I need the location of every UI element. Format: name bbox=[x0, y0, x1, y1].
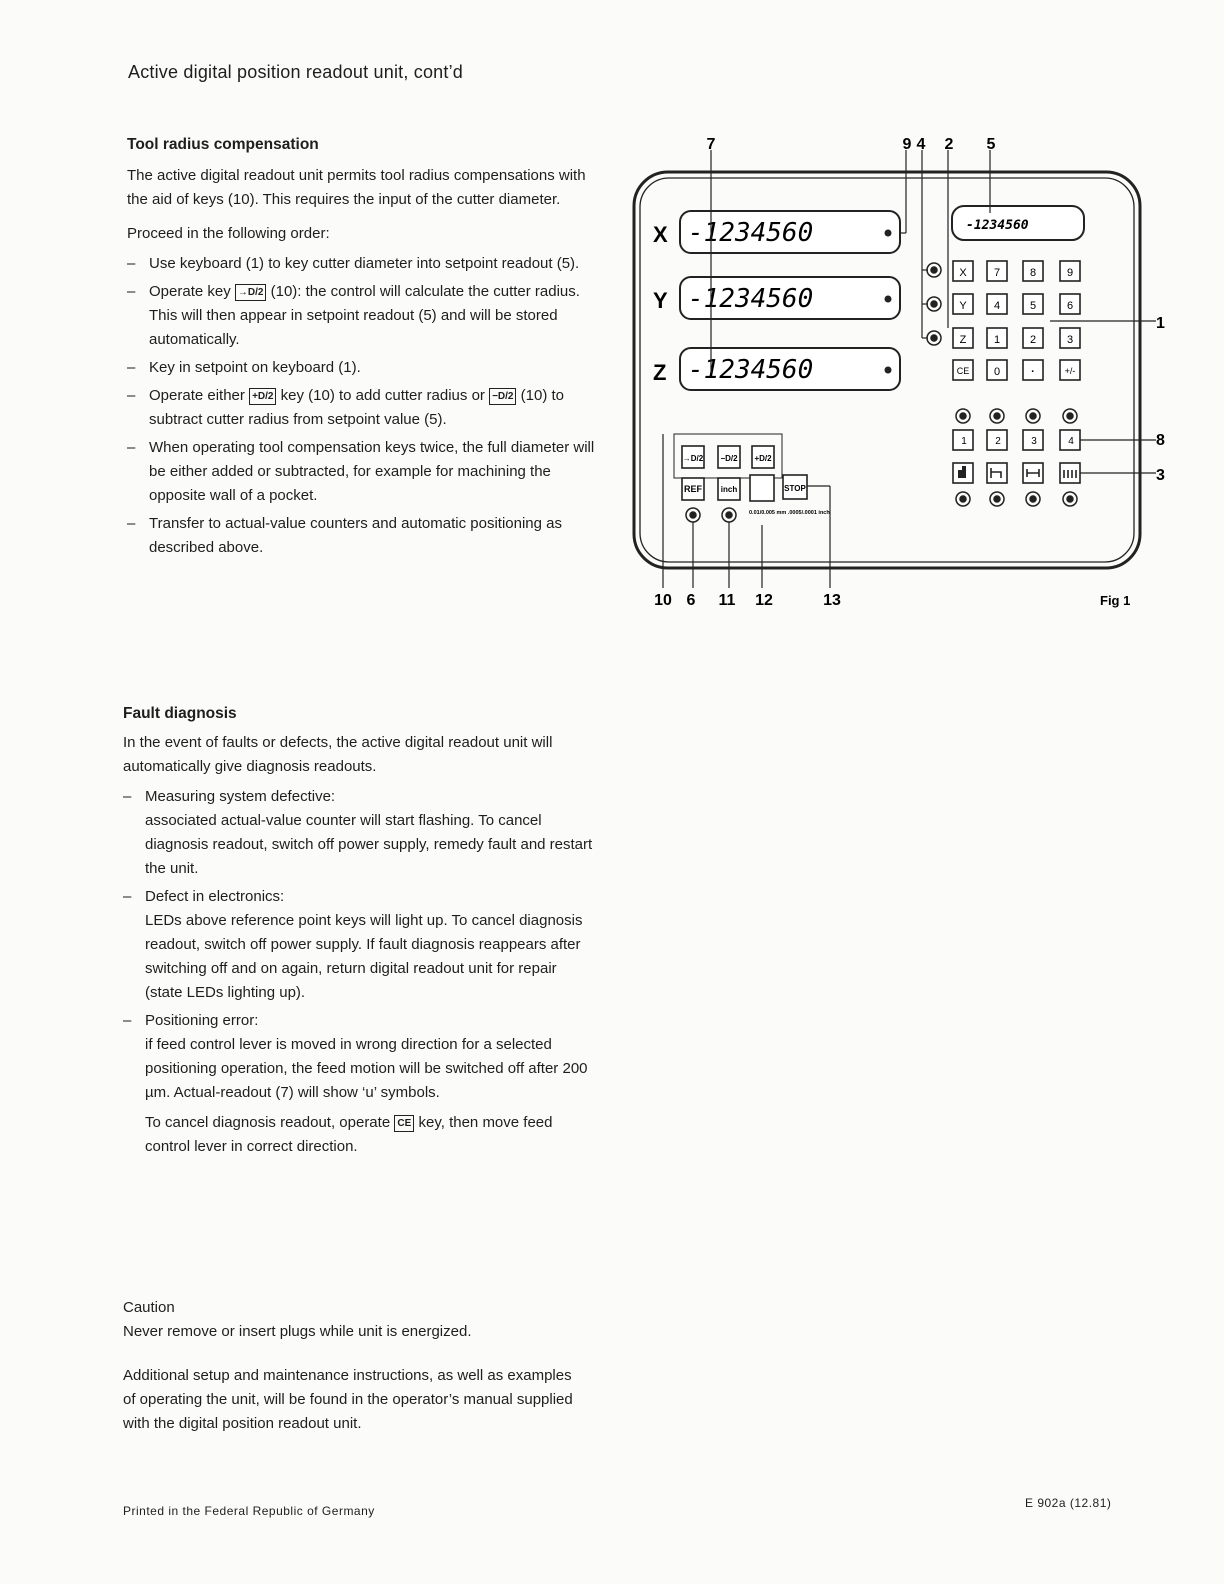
svg-text:+D/2: +D/2 bbox=[754, 454, 772, 463]
svg-text:8: 8 bbox=[1029, 267, 1037, 279]
step-4: – Operate either +D/2 key (10) to add cutter radius or −D/2 (10) to subtract cutter radius from setpoint value (5). bbox=[127, 384, 597, 432]
ref-key-3 bbox=[1023, 430, 1043, 450]
key-6 bbox=[1060, 294, 1080, 314]
key-x bbox=[953, 261, 973, 281]
svg-text:11: 11 bbox=[718, 592, 736, 609]
setpoint-readout: -1234560 bbox=[966, 218, 1029, 233]
footer-printed: Printed in the Federal Republic of Germany bbox=[123, 1504, 375, 1518]
fkey-leds-top bbox=[956, 409, 1077, 423]
svg-text:2: 2 bbox=[1029, 334, 1037, 346]
ce-key-icon: CE bbox=[394, 1115, 414, 1132]
svg-text:REF: REF bbox=[684, 484, 702, 494]
svg-text:4: 4 bbox=[1068, 436, 1074, 447]
ref-key-4 bbox=[1060, 430, 1080, 450]
inch-key bbox=[718, 478, 740, 500]
fault-item-1: – Measuring system defective: associated actual-value counter will start flashing. To cancel diagnosis readout, switch off power supply, remedy fault and restart the unit. bbox=[123, 785, 593, 881]
svg-text:3: 3 bbox=[1031, 436, 1037, 447]
fault-item-2: – Defect in electronics: LEDs above reference point keys will light up. To cancel diagnosis readout, switch off power supply. If fault diagnosis reappears after switching off and on again, return digital readout unit for repair (state LEDs lighting up). bbox=[123, 885, 593, 1005]
fault-list bbox=[123, 785, 593, 1159]
ref-key bbox=[682, 478, 704, 500]
svg-text:10: 10 bbox=[654, 592, 672, 609]
svg-text:2: 2 bbox=[995, 436, 1001, 447]
func-leds bbox=[686, 508, 736, 522]
ref-key-2 bbox=[987, 430, 1007, 450]
fkey-leds-bottom bbox=[956, 492, 1077, 506]
step-1: – Use keyboard (1) to key cutter diameter into setpoint readout (5). bbox=[127, 252, 597, 276]
caution-heading: Caution bbox=[123, 1299, 175, 1316]
tool-radius-steps bbox=[127, 252, 597, 560]
axis-readout-z: -1234560 bbox=[688, 355, 814, 385]
axis-display-z bbox=[653, 348, 900, 390]
axis-display-y bbox=[653, 277, 900, 319]
axis-leds bbox=[927, 263, 941, 345]
reference-point-keys bbox=[953, 430, 1080, 450]
page-title: Active digital position readout unit, cont’d bbox=[128, 62, 463, 82]
axis-readout-x: -1234560 bbox=[688, 218, 814, 248]
tool-radius-section bbox=[127, 136, 597, 564]
svg-text:5: 5 bbox=[986, 136, 996, 153]
proceed-text: Proceed in the following order: bbox=[127, 225, 330, 242]
svg-text:13: 13 bbox=[823, 592, 841, 609]
svg-text:Y: Y bbox=[959, 300, 967, 312]
svg-text:8: 8 bbox=[1156, 432, 1165, 449]
key-9 bbox=[1060, 261, 1080, 281]
comp-key-half-icon: →D/2 bbox=[235, 284, 267, 301]
svg-text:→D/2: →D/2 bbox=[682, 454, 704, 463]
axis-display-x bbox=[653, 211, 900, 253]
callouts-right bbox=[1156, 315, 1165, 484]
comp-key-plus bbox=[752, 446, 774, 468]
svg-text:inch: inch bbox=[720, 485, 738, 494]
key-y bbox=[953, 294, 973, 314]
step-2: – Operate key →D/2 (10): the control will calculate the cutter radius. This will then appear in setpoint readout (5) and will be stored automatically. bbox=[127, 280, 597, 352]
tool-radius-intro: The active digital readout unit permits tool radius compensations with the aid of keys (10). This requires the input of the cutter diameter. bbox=[127, 167, 586, 208]
svg-text:·: · bbox=[1031, 366, 1035, 378]
svg-text:1: 1 bbox=[1156, 315, 1165, 332]
readout-unit-figure bbox=[610, 128, 1180, 618]
key-z bbox=[953, 328, 973, 348]
callouts-bottom bbox=[654, 592, 841, 609]
comp-key-half bbox=[682, 446, 704, 468]
comp-key-minus-icon: −D/2 bbox=[489, 388, 516, 405]
svg-text:5: 5 bbox=[1029, 300, 1037, 312]
mode-key-cycle-icon bbox=[1060, 463, 1080, 483]
resolution-label: 0.01/0.005 mm .0005/.0001 inch bbox=[749, 510, 830, 516]
key-5 bbox=[1023, 294, 1043, 314]
key-7 bbox=[987, 261, 1007, 281]
svg-text:7: 7 bbox=[706, 136, 716, 153]
svg-text:0: 0 bbox=[993, 366, 1001, 378]
tool-radius-heading: Tool radius compensation bbox=[127, 136, 319, 153]
fault-heading: Fault diagnosis bbox=[123, 705, 237, 722]
svg-text:9: 9 bbox=[902, 136, 912, 153]
key-1 bbox=[987, 328, 1007, 348]
key-0 bbox=[987, 360, 1007, 380]
caution-text: Never remove or insert plugs while unit is energized. bbox=[123, 1323, 472, 1340]
axis-label-x: X bbox=[653, 222, 668, 247]
svg-text:6: 6 bbox=[686, 592, 696, 609]
step-5: – When operating tool compensation keys twice, the full diameter will be either added or subtracted, for example for machining the opposite wall of a pocket. bbox=[127, 436, 597, 508]
key-4 bbox=[987, 294, 1007, 314]
key-3 bbox=[1060, 328, 1080, 348]
key-2 bbox=[1023, 328, 1043, 348]
step-3: – Key in setpoint on keyboard (1). bbox=[127, 356, 597, 380]
fault-item-3: – Positioning error: if feed control lever is moved in wrong direction for a selected positioning operation, the feed motion will be switched off after 200 µm. Actual-readout (7) will show ‘u’ symbols. To cancel diagnosis readout, operate CE key, then move feed control lever in correct direction. bbox=[123, 1009, 593, 1159]
comp-key-plus-icon: +D/2 bbox=[249, 388, 276, 405]
svg-text:9: 9 bbox=[1066, 267, 1074, 279]
svg-text:−D/2: −D/2 bbox=[720, 454, 738, 463]
svg-text:4: 4 bbox=[916, 136, 926, 153]
axis-label-z: Z bbox=[653, 360, 667, 385]
axis-readout-y: -1234560 bbox=[688, 284, 814, 314]
mode-key-step-icon bbox=[987, 463, 1007, 483]
svg-text:2: 2 bbox=[944, 136, 954, 153]
svg-text:6: 6 bbox=[1066, 300, 1074, 312]
caution-section bbox=[123, 1296, 593, 1344]
step-6: – Transfer to actual-value counters and automatic positioning as described above. bbox=[127, 512, 597, 560]
key-8 bbox=[1023, 261, 1043, 281]
fault-intro: In the event of faults or defects, the active digital readout unit will automatically give diagnosis readouts. bbox=[123, 734, 553, 775]
svg-text:CE: CE bbox=[956, 366, 970, 376]
stop-key bbox=[783, 475, 807, 499]
svg-text:12: 12 bbox=[755, 592, 773, 609]
svg-text:3: 3 bbox=[1156, 467, 1165, 484]
axis-label-y: Y bbox=[653, 288, 668, 313]
svg-text:STOP: STOP bbox=[784, 484, 806, 493]
blank-key bbox=[750, 475, 774, 501]
comp-key-minus bbox=[718, 446, 740, 468]
svg-text:3: 3 bbox=[1066, 334, 1074, 346]
ref-key-1 bbox=[953, 430, 973, 450]
footer-docnum: E 902a (12.81) bbox=[1025, 1496, 1112, 1510]
setpoint-display bbox=[952, 206, 1084, 240]
svg-text:4: 4 bbox=[993, 300, 1001, 312]
key-dot bbox=[1023, 360, 1043, 380]
svg-text:X: X bbox=[959, 267, 967, 279]
svg-text:7: 7 bbox=[993, 267, 1001, 279]
key-sign bbox=[1060, 360, 1080, 380]
figure-caption: Fig 1 bbox=[1100, 593, 1131, 608]
key-ce bbox=[953, 360, 973, 380]
additional-text: Additional setup and maintenance instructions, as well as examples of operating the unit, will be found in the operator’s manual supplied with the digital position readout unit. bbox=[123, 1367, 573, 1432]
fault-section bbox=[123, 705, 593, 1163]
tool-comp-keys bbox=[674, 434, 782, 478]
mode-keys bbox=[953, 463, 1080, 483]
svg-text:Z: Z bbox=[959, 334, 967, 346]
svg-text:1: 1 bbox=[993, 334, 1001, 346]
function-keys bbox=[682, 475, 807, 501]
svg-text:+/-: +/- bbox=[1064, 366, 1076, 376]
svg-text:1: 1 bbox=[961, 436, 967, 447]
callouts-top bbox=[707, 136, 996, 153]
